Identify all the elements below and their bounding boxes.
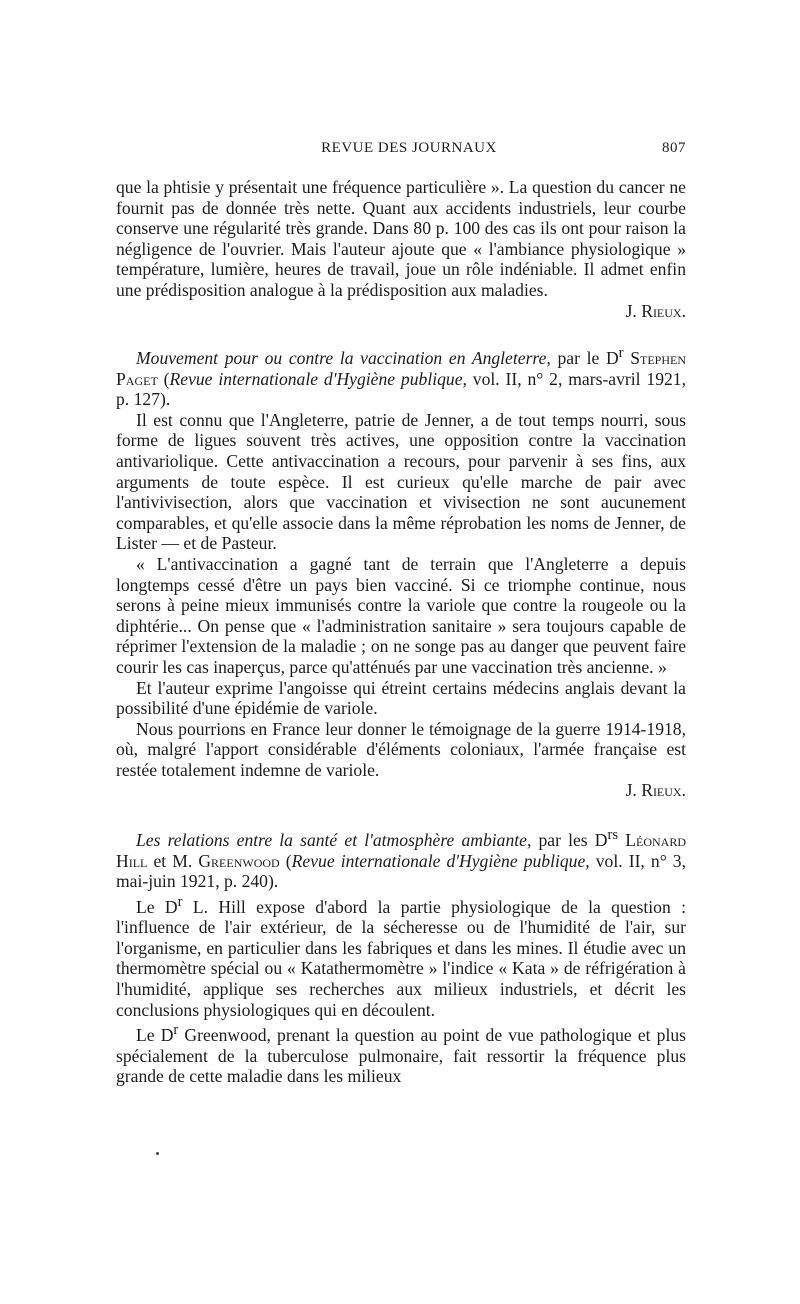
paragraph: « L'antivaccination a gagné tant de terrain que l'Angleterre a depuis longtemps cessé d'être un pays bien vacciné. Si ce triomphe continue, nous serons à peine mieux immunisés contre la variole que contre la rougeole ou la diphtérie... On pense que « l'administration sanitaire » sera toujours capable de réprimer l'extension de la maladie ; on ne songe pas au danger que peuvent faire courir les cas inaperçus, parce qu'atténués par une vaccination très ancienne. » bbox=[116, 553, 686, 677]
journal-name: Revue internationale d'Hygiène publique, bbox=[291, 850, 590, 871]
author-name: Stephen Paget bbox=[116, 348, 686, 389]
article-heading: Les relations entre la santé et l'atmosphère ambiante, par les $D^{rs}$ Léonard Hill et M. Greenwood (Revue internationale d'Hygiène publique, vol. II, n° 3, mai-juin 1921, p. 240). bbox=[116, 827, 687, 892]
paragraph-text: Nous pourrions en France leur donner le témoignage de la guerre 1914-1918, où, malgré l'apport considérable d'éléments coloniaux, l'armée française est restée totalement indemne de variole. bbox=[116, 718, 686, 780]
paragraph bbox=[116, 719, 686, 801]
citation: vol. II, n° 3, mai-juin 1921, p. 240). bbox=[116, 850, 687, 892]
paragraph: Et l'auteur exprime l'angoisse qui étreint certains médecins anglais devant la possibilité d'une épidémie de variole. bbox=[116, 677, 686, 719]
signature: J. Rieux. bbox=[625, 780, 686, 801]
paragraph-continuation bbox=[116, 177, 686, 321]
article-title: Mouvement pour ou contre la vaccination en Angleterre, bbox=[136, 348, 551, 369]
author-name: Greenwood bbox=[198, 850, 280, 871]
signature: J. Rieux. bbox=[625, 300, 686, 321]
paragraph: Le $D^r$ L. Hill expose d'abord la partie physiologique de la question : l'influence de l'air extérieur, de la sécheresse ou de l'humidité de l'air, sur l'organisme, en particulier dans les fabriques et dans les mines. Il étudie avec un thermomètre spécial ou « Katathermomètre » l'indice « Kata » de réfrigération à l'humidité, applique ses recherches aux milieux industriels, et décrit les conclusions physiologiques qui en découlent. bbox=[116, 893, 687, 1020]
paragraph-text: que la phtisie y présentait une fréquence particulière ». La question du cancer ne fournit pas de donnée très nette. Quant aux accidents industriels, leur courbe conserve une régularité très grande. Dans 80 p. 100 des cas ils ont pour raison la négligence de l'ouvrier. Mais l'auteur ajoute que « l'ambiance physiologique » température, lumière, heures de travail, joue un rôle indéniable. Il admet enfin une prédisposition analogue à la prédisposition aux maladies. bbox=[116, 177, 686, 300]
ink-speck bbox=[156, 1152, 159, 1155]
citation: vol. II, n° 2, mars-avril 1921, p. 127). bbox=[116, 368, 686, 410]
page bbox=[116, 140, 686, 1087]
paragraph: Il est connu que l'Angleterre, patrie de Jenner, a de tout temps nourri, sous forme de ligues souvent très actives, une opposition contre la vaccination antivariolique. Cette antivaccination a recours, pour parvenir à ses fins, aux arguments de toute espèce. Il est curieux qu'elle marche de pair avec l'antivivisection, alors que vaccination et vivisection ne sont aucunement comparables, et qu'elle associe dans la même réprobation les noms de Jenner, de Lister — et de Pasteur. bbox=[116, 409, 686, 554]
author-name: Léonard Hill bbox=[116, 829, 686, 871]
article-title: Les relations entre la santé et l'atmosphère ambiante, bbox=[136, 829, 532, 850]
page-number: 807 bbox=[662, 140, 686, 156]
running-header bbox=[116, 140, 686, 157]
article-heading: Mouvement pour ou contre la vaccination en Angleterre, par le $D^r$ Stephen Paget (Revue internationale d'Hygiène publique, vol. II, n° 2, mars-avril 1921, p. 127). bbox=[116, 345, 686, 410]
running-title: REVUE DES JOURNAUX bbox=[321, 140, 497, 156]
journal-name: Revue internationale d'Hygiène publique, bbox=[169, 368, 467, 389]
paragraph: Le $D^r$ Greenwood, prenant la question au point de vue pathologique et plus spécialement de la tuberculose pulmonaire, fait ressortir la fréquence plus grande de cette maladie dans les milieux bbox=[116, 1022, 686, 1087]
